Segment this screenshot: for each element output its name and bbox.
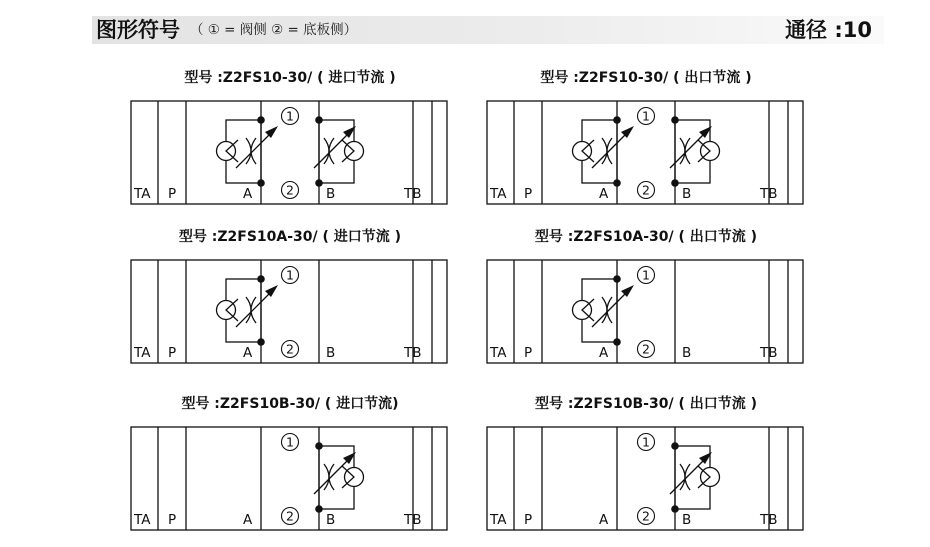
port-label-p: P [524,512,533,528]
port-label-a: A [599,186,609,202]
port-label-tb: TB [404,345,422,361]
throttle-orifice-icon [324,464,329,490]
junction-dot [315,179,323,187]
port-label-tb: TB [404,512,422,528]
page-subtitle: （ ① = 阀侧 ② = 底板侧） [190,22,358,38]
throttle-orifice-icon [324,138,329,164]
junction-dot [671,116,679,124]
adjustable-arrow-icon [592,292,627,327]
port-label-a: A [599,512,609,528]
port-label-b: B [682,512,692,528]
junction-dot [257,116,265,124]
plate-side-number: 2 [642,508,650,524]
port-label-ta: TA [490,512,507,528]
port-label-ta: TA [490,186,507,202]
junction-dot [671,442,679,450]
junction-dot [315,442,323,450]
panel-caption: 型号 :Z2FS10-30/ ( 进口节流 ) [184,70,396,86]
plate-side-number: 2 [642,182,650,198]
port-label-tb: TB [760,512,778,528]
throttle-orifice-icon [602,297,607,323]
adjustable-arrow-icon [236,292,271,327]
valve-side-number: 1 [286,267,294,283]
junction-dot [257,275,265,283]
port-label-tb: TB [760,186,778,202]
symbol-panel-4 [486,227,806,367]
symbol-panel-1 [130,68,450,208]
page-title: 图形符号 [96,18,180,42]
port-label-ta: TA [134,345,151,361]
valve-side-number: 1 [286,108,294,124]
throttle-orifice-icon [602,138,607,164]
port-label-b: B [682,345,692,361]
port-label-p: P [524,186,533,202]
symbol-panel-2 [486,68,806,208]
hydraulic-symbol-diagram [130,259,450,365]
symbol-panel-3 [130,227,450,367]
hydraulic-symbol-diagram [486,426,806,532]
junction-dot [671,505,679,513]
plate-side-number: 2 [286,508,294,524]
panel-caption: 型号 :Z2FS10B-30/ ( 出口节流 ) [535,396,757,412]
port-label-p: P [168,186,177,202]
port-label-a: A [243,345,253,361]
hydraulic-symbol-diagram [130,100,450,206]
junction-dot [257,179,265,187]
throttle-orifice-icon [246,138,251,164]
valve-side-number: 1 [642,267,650,283]
port-label-a: A [243,512,253,528]
panel-caption: 型号 :Z2FS10A-30/ ( 进口节流 ) [178,229,402,245]
adjustable-arrow-icon [236,133,271,168]
valve-side-number: 1 [286,434,294,450]
valve-side-number: 1 [642,434,650,450]
port-label-p: P [524,345,533,361]
junction-dot [613,338,621,346]
plate-side-number: 2 [286,341,294,357]
junction-dot [315,505,323,513]
port-label-a: A [599,345,609,361]
throttle-orifice-icon [680,464,685,490]
port-label-p: P [168,345,177,361]
junction-dot [257,338,265,346]
symbol-panel-5 [130,394,450,534]
junction-dot [671,179,679,187]
hydraulic-symbol-diagram [486,100,806,206]
throttle-orifice-icon [680,138,685,164]
junction-dot [613,179,621,187]
adjustable-arrow-icon [592,133,627,168]
port-label-tb: TB [760,345,778,361]
symbol-panel-6 [486,394,806,534]
plate-side-number: 2 [642,341,650,357]
port-label-ta: TA [134,186,151,202]
port-label-b: B [326,512,336,528]
junction-dot [613,275,621,283]
hydraulic-symbol-diagram [130,426,450,532]
hydraulic-symbol-diagram [486,259,806,365]
port-label-tb: TB [404,186,422,202]
nominal-size-spec: 通径 :10 [785,18,872,42]
valve-side-number: 1 [642,108,650,124]
port-label-ta: TA [490,345,507,361]
throttle-orifice-icon [246,297,251,323]
panel-caption: 型号 :Z2FS10A-30/ ( 出口节流 ) [534,229,758,245]
junction-dot [613,116,621,124]
port-label-b: B [682,186,692,202]
port-label-p: P [168,512,177,528]
panel-caption: 型号 :Z2FS10-30/ ( 出口节流 ) [540,70,752,86]
port-label-ta: TA [134,512,151,528]
panel-caption: 型号 :Z2FS10B-30/ ( 进口节流) [181,396,399,412]
port-label-b: B [326,186,336,202]
port-label-b: B [326,345,336,361]
plate-side-number: 2 [286,182,294,198]
junction-dot [315,116,323,124]
port-label-a: A [243,186,253,202]
